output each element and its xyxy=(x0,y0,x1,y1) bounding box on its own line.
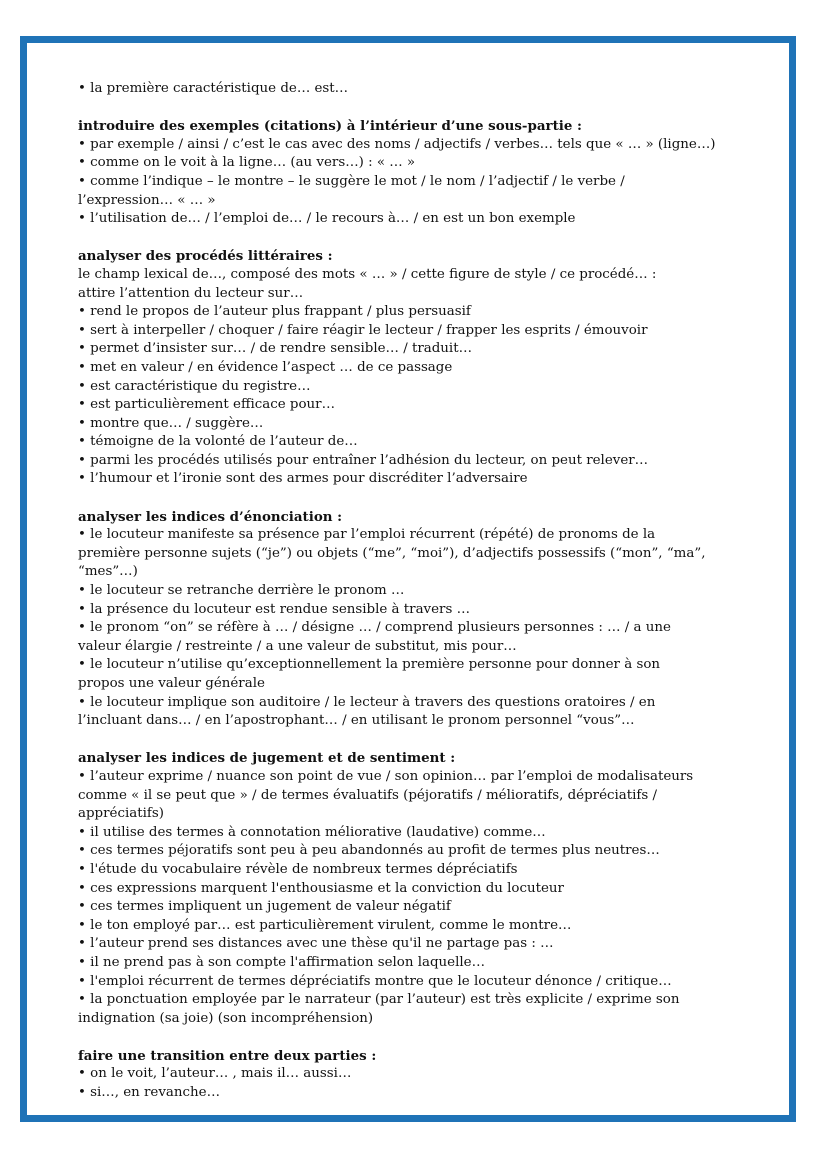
section-line: • permet d’insister sur… / de rendre sensible… / traduit… xyxy=(78,341,472,357)
section-line: • met en valeur / en évidence l’aspect … de ce passage xyxy=(78,359,453,375)
sections xyxy=(78,117,748,1102)
section-line: • l’utilisation de… / l’emploi de… / le recours à… / en est un bon exemple xyxy=(78,211,576,227)
section-line: • le pronom “on” se réfère à … / désigne … / comprend plusieurs personnes : … / a une xyxy=(78,620,671,636)
section-line: • montre que… / suggère… xyxy=(78,415,264,431)
section-heading: introduire des exemples (citations) à l’intérieur d’une sous-partie : xyxy=(78,118,582,135)
section-line: attire l’attention du lecteur sur… xyxy=(78,285,304,301)
section-line: propos une valeur générale xyxy=(78,676,265,691)
section-line: première personne sujets (“je”) ou objets (“me”, “moi”), d’adjectifs possessifs (“mon”, “ma”, xyxy=(78,545,706,561)
section-line: • il utilise des termes à connotation méliorative (laudative) comme… xyxy=(78,824,546,840)
section-line: • le ton employé par… est particulièrement virulent, comme le montre… xyxy=(78,917,572,933)
section-line: • la présence du locuteur est rendue sensible à travers … xyxy=(78,601,470,617)
section-line: • le locuteur se retranche derrière le pronom … xyxy=(78,583,405,599)
section-heading: faire une transition entre deux parties : xyxy=(78,1047,377,1064)
section-line: • parmi les procédés utilisés pour entraîner l’adhésion du lecteur, on peut relever… xyxy=(78,452,649,468)
section-line: • sert à interpeller / choquer / faire réagir le lecteur / frapper les esprits / émouvoir xyxy=(78,322,648,338)
section-line: • rend le propos de l’auteur plus frappant / plus persuasif xyxy=(78,304,471,320)
section-line: • le locuteur n’utilise qu’exceptionnellement la première personne pour donner à son xyxy=(78,657,661,673)
section-line: • le locuteur implique son auditoire / le lecteur à travers des questions oratoires / en xyxy=(78,694,656,710)
section-line: • est caractéristique du registre… xyxy=(78,378,311,394)
section-line: “mes”…) xyxy=(78,564,138,580)
section-line: l’expression… « … » xyxy=(78,192,216,208)
section-line: • est particulièrement efficace pour… xyxy=(78,397,335,413)
section-line: • si…, en revanche… xyxy=(78,1085,220,1101)
section-line: • comme on le voit à la ligne… (au vers…) : « … » xyxy=(78,155,416,171)
section-line: • l’auteur exprime / nuance son point de vue / son opinion… par l’emploi de modalisateurs xyxy=(78,768,694,784)
intro-line: • la première caractéristique de… est… xyxy=(78,81,349,96)
section-line: • on le voit, l’auteur… , mais il… aussi… xyxy=(78,1066,352,1082)
section-line: • l'emploi récurrent de termes dépréciatifs montre que le locuteur dénonce / critique… xyxy=(78,973,672,989)
section-3 xyxy=(78,749,748,1028)
section-line: • l’humour et l’ironie sont des armes pour discréditer l’adversaire xyxy=(78,471,528,487)
section-line: • l’auteur prend ses distances avec une thèse qu'il ne partage pas : … xyxy=(78,936,554,952)
section-0 xyxy=(78,117,748,229)
section-line: • le locuteur manifeste sa présence par l’emploi récurrent (répété) de pronoms de la xyxy=(78,527,656,543)
section-heading: analyser les indices d’énonciation : xyxy=(78,508,343,525)
section-line: l’incluant dans… / en l’apostrophant… / en utilisant le pronom personnel “vous”… xyxy=(78,713,635,729)
section-line: • ces termes impliquent un jugement de valeur négatif xyxy=(78,899,451,915)
section-line: • comme l’indique – le montre – le suggère le mot / le nom / l’adjectif / le verbe / xyxy=(78,173,625,189)
section-line: • l'étude du vocabulaire révèle de nombreux termes dépréciatifs xyxy=(78,861,518,877)
section-line: • par exemple / ainsi / c’est le cas avec des noms / adjectifs / verbes… tels que « … » (ligne…) xyxy=(78,136,716,152)
section-heading: analyser des procédés littéraires : xyxy=(78,248,333,265)
section-line: • il ne prend pas à son compte l'affirmation selon laquelle… xyxy=(78,954,485,970)
section-1 xyxy=(78,247,748,489)
document-body xyxy=(78,80,748,1103)
section-line: valeur élargie / restreinte / a une valeur de substitut, mis pour… xyxy=(78,638,517,654)
section-line: • ces termes péjoratifs sont peu à peu abandonnés au profit de termes plus neutres… xyxy=(78,843,660,859)
section-4 xyxy=(78,1047,748,1103)
section-2 xyxy=(78,508,748,731)
section-line: comme « il se peut que » / de termes évaluatifs (péjoratifs / mélioratifs, dépréciatifs / xyxy=(78,787,658,803)
section-line: appréciatifs) xyxy=(78,806,164,822)
section-heading: analyser les indices de jugement et de sentiment : xyxy=(78,750,456,767)
section-line: • témoigne de la volonté de l’auteur de… xyxy=(78,434,358,450)
section-line: • la ponctuation employée par le narrateur (par l’auteur) est très explicite / exprime son xyxy=(78,992,680,1008)
section-line: indignation (sa joie) (son incompréhension) xyxy=(78,1010,374,1026)
section-line: le champ lexical de…, composé des mots « … » / cette figure de style / ce procédé… : xyxy=(78,266,657,282)
section-line: • ces expressions marquent l'enthousiasme et la conviction du locuteur xyxy=(78,880,564,896)
